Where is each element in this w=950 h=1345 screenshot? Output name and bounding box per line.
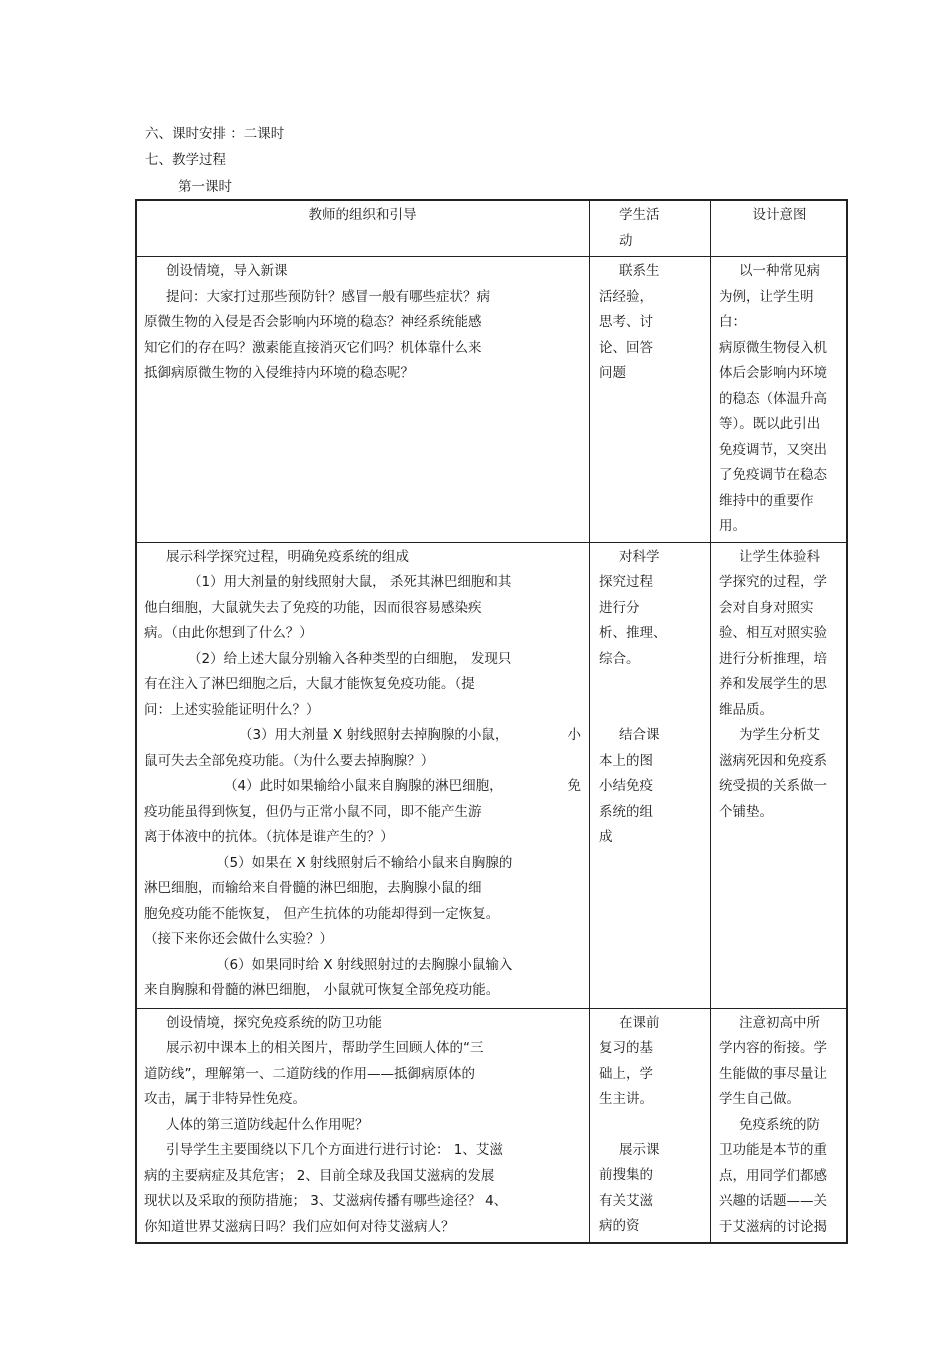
cell-line: 点，用同学们都感 (719, 1167, 827, 1184)
cell-line: 有关艾滋 (599, 1192, 653, 1209)
cell-line: 用。 (719, 518, 746, 534)
cell-line: 学探究的过程，学 (719, 574, 827, 590)
cell-line: （1）用大剂量的射线照射大鼠， 杀死其淋巴细胞和其 (188, 574, 512, 590)
cell-line: 联系生 (619, 263, 660, 279)
table-row (136, 257, 847, 543)
design-cell (711, 257, 848, 543)
teacher-cell (136, 257, 590, 543)
cell-line: （6）如果同时给 X 射线照射过的去胸腺小鼠输入 (216, 956, 513, 973)
cell-line: 有在注入了淋巴细胞之后，大鼠才能恢复免疫功能。（提 (144, 676, 475, 692)
cell-line: 进行分析推理，培 (719, 650, 827, 667)
cell-line: 前搜集的 (599, 1167, 653, 1183)
cell-line: 创设情境，导入新课 (166, 263, 288, 279)
cell-line: 以一种常见病 (739, 263, 820, 279)
student-cell (590, 1008, 711, 1243)
cell-line: 展示初中课本上的相关图片，帮助学生回顾人体的“三 (166, 1040, 484, 1056)
design-cell (711, 1008, 848, 1243)
cell-line: 他白细胞，大鼠就失去了免疫的功能，因而很容易感染疾 (144, 599, 482, 616)
cell-line: 论、回答 (599, 339, 653, 356)
table-row (136, 542, 847, 1008)
cell-line: 免疫系统的防 (739, 1116, 820, 1133)
cell-line: 本上的图 (599, 752, 653, 769)
cell-line-part: （4）此时如果输给小鼠来自胸腺的淋巴细胞， (224, 778, 503, 794)
cell-line: 的稳态（体温升高 (719, 390, 827, 407)
cell-line: 展示科学探究过程，明确免疫系统的组成 (166, 548, 409, 565)
cell-line: 维品质。 (719, 701, 773, 718)
cell-line (144, 774, 581, 800)
cell-line: 攻击，属于非特异性免疫。 (144, 1091, 306, 1107)
cell-line: 问题 (599, 365, 626, 381)
cell-line: 为例，让学生明白： (719, 288, 814, 330)
cell-line: 引导学生主要围绕以下几个方面进行进行讨论： 1、艾滋 (166, 1142, 503, 1158)
header-student (590, 200, 711, 257)
teacher-cell (136, 1008, 590, 1243)
cell-line: 结合课 (619, 727, 660, 743)
cell-line (144, 723, 581, 749)
cell-line: 鼠可失去全部免疫功能。（为什么要去掉胸腺？） (144, 752, 435, 769)
cell-line-part: （3）用大剂量 X 射线照射去掉胸腺的小鼠， (239, 727, 509, 743)
cell-line: 展示课 (619, 1141, 660, 1158)
cell-line: 础上，学 (599, 1065, 653, 1082)
cell-line: 统受损的关系做一 (719, 778, 827, 794)
section-heading-process: 七、教学过程 (145, 152, 226, 168)
cell-line: 病原微生物侵入机 (719, 339, 827, 356)
cell-line: （2）给上述大鼠分别输入各种类型的白细胞， 发现只 (188, 650, 512, 667)
cell-line: 于艾滋病的讨论揭 (719, 1218, 827, 1235)
student-cell (590, 542, 711, 1008)
cell-line: 进行分 (599, 599, 640, 616)
cell-line: 复习的基 (599, 1040, 653, 1056)
cell-line: 疫功能虽得到恢复，但仍与正常小鼠不同，即不能产生游 (144, 803, 482, 820)
cell-line: 等）。既以此引出 (719, 416, 821, 432)
cell-line: 成 (599, 829, 613, 845)
cell-line: 为学生分析艾 (739, 727, 820, 743)
cell-line: 验、相互对照实验 (719, 625, 827, 641)
section-heading-schedule: 六、课时安排 ：二课时 (145, 126, 285, 142)
table-header-row (136, 200, 847, 257)
header-student-line: 学生活 (619, 207, 660, 223)
cell-line: 对科学 (619, 548, 660, 565)
student-cell (590, 257, 711, 543)
cell-line: 生能做的事尽量让 (719, 1065, 827, 1082)
cell-line: 原微生物的入侵是否会影响内环境的稳态？神经系统能感 (144, 314, 482, 330)
cell-line: 创设情境，探究免疫系统的防卫功能 (166, 1014, 382, 1031)
cell-line: 养和发展学生的思 (719, 676, 827, 692)
cell-line: 免疫调节，又突出 (719, 441, 827, 458)
cell-line: 系统的组 (599, 803, 653, 820)
cell-line: 小结免疫 (599, 778, 653, 794)
header-student-line: 动 (619, 232, 633, 249)
cell-line: 探究过程 (599, 574, 653, 590)
lesson-plan-table (135, 199, 848, 1244)
cell-line: （接下来你还会做什么实验？） (144, 931, 333, 947)
cell-line: 学生自己做。 (719, 1091, 800, 1107)
cell-line: 析、推理、 (599, 625, 667, 641)
cell-line: 在课前 (619, 1014, 660, 1031)
table-row (136, 1008, 847, 1243)
cell-line: 道防线”，理解第一、二道防线的作用——抵御病原体的 (144, 1065, 475, 1082)
cell-line: 来自胸腺和骨髓的淋巴细胞， 小鼠就可恢复全部免疫功能。 (144, 982, 500, 998)
cell-line: 病的主要病症及其危害； 2、目前全球及我国艾滋病的发展 (144, 1167, 495, 1184)
cell-line: 思考、讨 (599, 314, 653, 330)
cell-line: 卫功能是本节的重 (719, 1142, 827, 1158)
header-teacher: 教师的组织和引导 (136, 200, 590, 257)
cell-line: （5）如果在 X 射线照射后不输给小鼠来自胸腺的 (216, 854, 513, 871)
cell-line: 知它们的存在吗？激素能直接消灭它们吗？机体靠什么来 (144, 339, 482, 356)
cell-line: 抵御病原微生物的入侵维持内环境的稳态呢？ (144, 365, 414, 381)
cell-line: 活经验， (599, 288, 653, 305)
cell-line-part: 小 (567, 727, 581, 743)
spacer (599, 672, 706, 723)
cell-line: 体后会影响内环境 (719, 365, 827, 381)
cell-line: 注意初高中所 (739, 1014, 820, 1031)
teacher-cell (136, 542, 590, 1008)
cell-line: 会对自身对照实 (719, 599, 814, 616)
cell-line: 综合。 (599, 650, 640, 667)
cell-line: 个铺垫。 (719, 803, 773, 820)
cell-line: 你知道世界艾滋病日吗？我们应如何对待艾滋病人？ (144, 1218, 455, 1235)
cell-line: 离于体液中的抗体。（抗体是谁产生的？） (144, 829, 394, 845)
cell-line: 生主讲。 (599, 1091, 653, 1107)
cell-line: 提问：大家打过那些预防针？感冒一般有哪些症状？病 (166, 288, 490, 305)
cell-line: 病的资 (599, 1218, 640, 1234)
cell-line: 让学生体验科 (739, 548, 820, 565)
cell-line: 现状以及采取的预防措施； 3、艾滋病传播有哪些途径？ 4、 (144, 1193, 508, 1209)
cell-line: 问：上述实验能证明什么？） (144, 701, 320, 718)
cell-line: 维持中的重要作 (719, 492, 814, 509)
cell-line: 胞免疫功能不能恢复， 但产生抗体的功能却得到一定恢复。 (144, 905, 500, 922)
cell-line: 兴趣的话题——关 (719, 1193, 827, 1209)
header-design: 设计意图 (711, 200, 848, 257)
cell-line: 病。（由此你想到了什么？） (144, 625, 313, 641)
cell-line: 了免疫调节在稳态 (719, 467, 827, 483)
cell-line: 人体的第三道防线起什么作用呢？ (166, 1116, 369, 1133)
cell-line: 淋巴细胞，而输给来自骨髓的淋巴细胞，去胸腺小鼠的细 (144, 880, 482, 896)
lesson-heading: 第一课时 (178, 179, 232, 195)
cell-line-part: 免 (567, 778, 581, 794)
cell-line: 滋病死因和免疫系 (719, 752, 827, 769)
cell-line: 学内容的衔接。学 (719, 1040, 827, 1056)
spacer (599, 1113, 706, 1138)
design-cell (711, 542, 848, 1008)
